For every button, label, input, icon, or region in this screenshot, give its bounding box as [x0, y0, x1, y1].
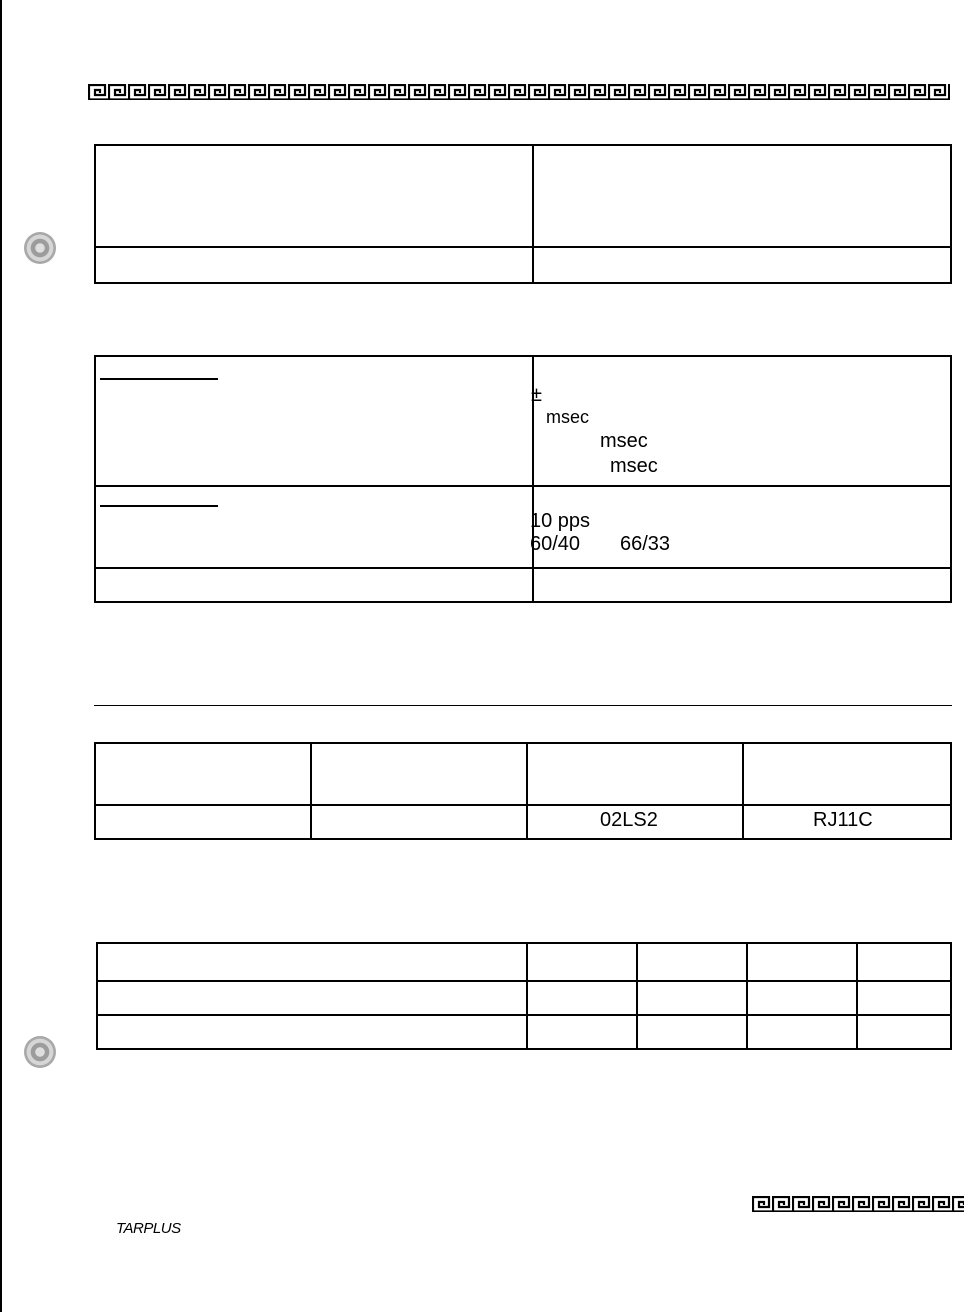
table-cell	[311, 805, 527, 839]
table-cell	[747, 1015, 857, 1049]
table-cell	[97, 943, 527, 981]
table-cell	[95, 145, 533, 247]
table-cell	[527, 943, 637, 981]
table-cell	[857, 1015, 951, 1049]
table-cell	[527, 981, 637, 1015]
heading-underline	[100, 505, 218, 507]
binder-hole-icon	[24, 1036, 56, 1068]
footer-brand: TARPLUS	[116, 1220, 181, 1237]
table-cell	[95, 486, 533, 568]
msec-value-2: msec	[600, 430, 648, 452]
table-cell	[857, 981, 951, 1015]
table-cell	[637, 1015, 747, 1049]
plus-minus-symbol: ±	[531, 384, 542, 406]
spec-table-1	[94, 144, 952, 284]
break-make-ratio-1: 60/40	[530, 533, 581, 555]
table-cell	[95, 247, 533, 283]
table-cell	[533, 247, 951, 283]
break-make-ratio-2: 66/33	[620, 533, 671, 555]
msec-value-1: msec	[546, 407, 590, 427]
table-cell	[637, 981, 747, 1015]
table-cell	[95, 743, 311, 805]
section-divider	[94, 705, 952, 706]
table-cell	[533, 145, 951, 247]
table-cell	[527, 743, 743, 805]
table-cell	[95, 568, 533, 602]
page-left-edge	[0, 0, 2, 1312]
spec-table-4	[96, 942, 952, 1050]
table-cell	[747, 981, 857, 1015]
greek-key-border-top	[88, 84, 950, 100]
table-cell	[743, 743, 951, 805]
signaling-spec-table	[94, 355, 952, 603]
jack-type-value: RJ11C	[813, 809, 873, 831]
ringer-code-value: 02LS2	[600, 809, 658, 831]
table-cell	[97, 1015, 527, 1049]
table-cell	[533, 356, 951, 486]
table-cell	[95, 805, 311, 839]
pulse-rate-value: 10 pps	[530, 510, 591, 532]
table-cell	[533, 486, 951, 568]
table-cell	[311, 743, 527, 805]
greek-key-border-bottom	[752, 1196, 964, 1212]
table-cell	[95, 356, 533, 486]
table-cell	[97, 981, 527, 1015]
table-cell	[533, 568, 951, 602]
binder-hole-icon	[24, 232, 56, 264]
table-cell	[747, 943, 857, 981]
table-cell	[637, 943, 747, 981]
table-cell	[857, 943, 951, 981]
heading-underline	[100, 378, 218, 380]
table-cell	[527, 1015, 637, 1049]
msec-value-3: msec	[610, 455, 658, 477]
